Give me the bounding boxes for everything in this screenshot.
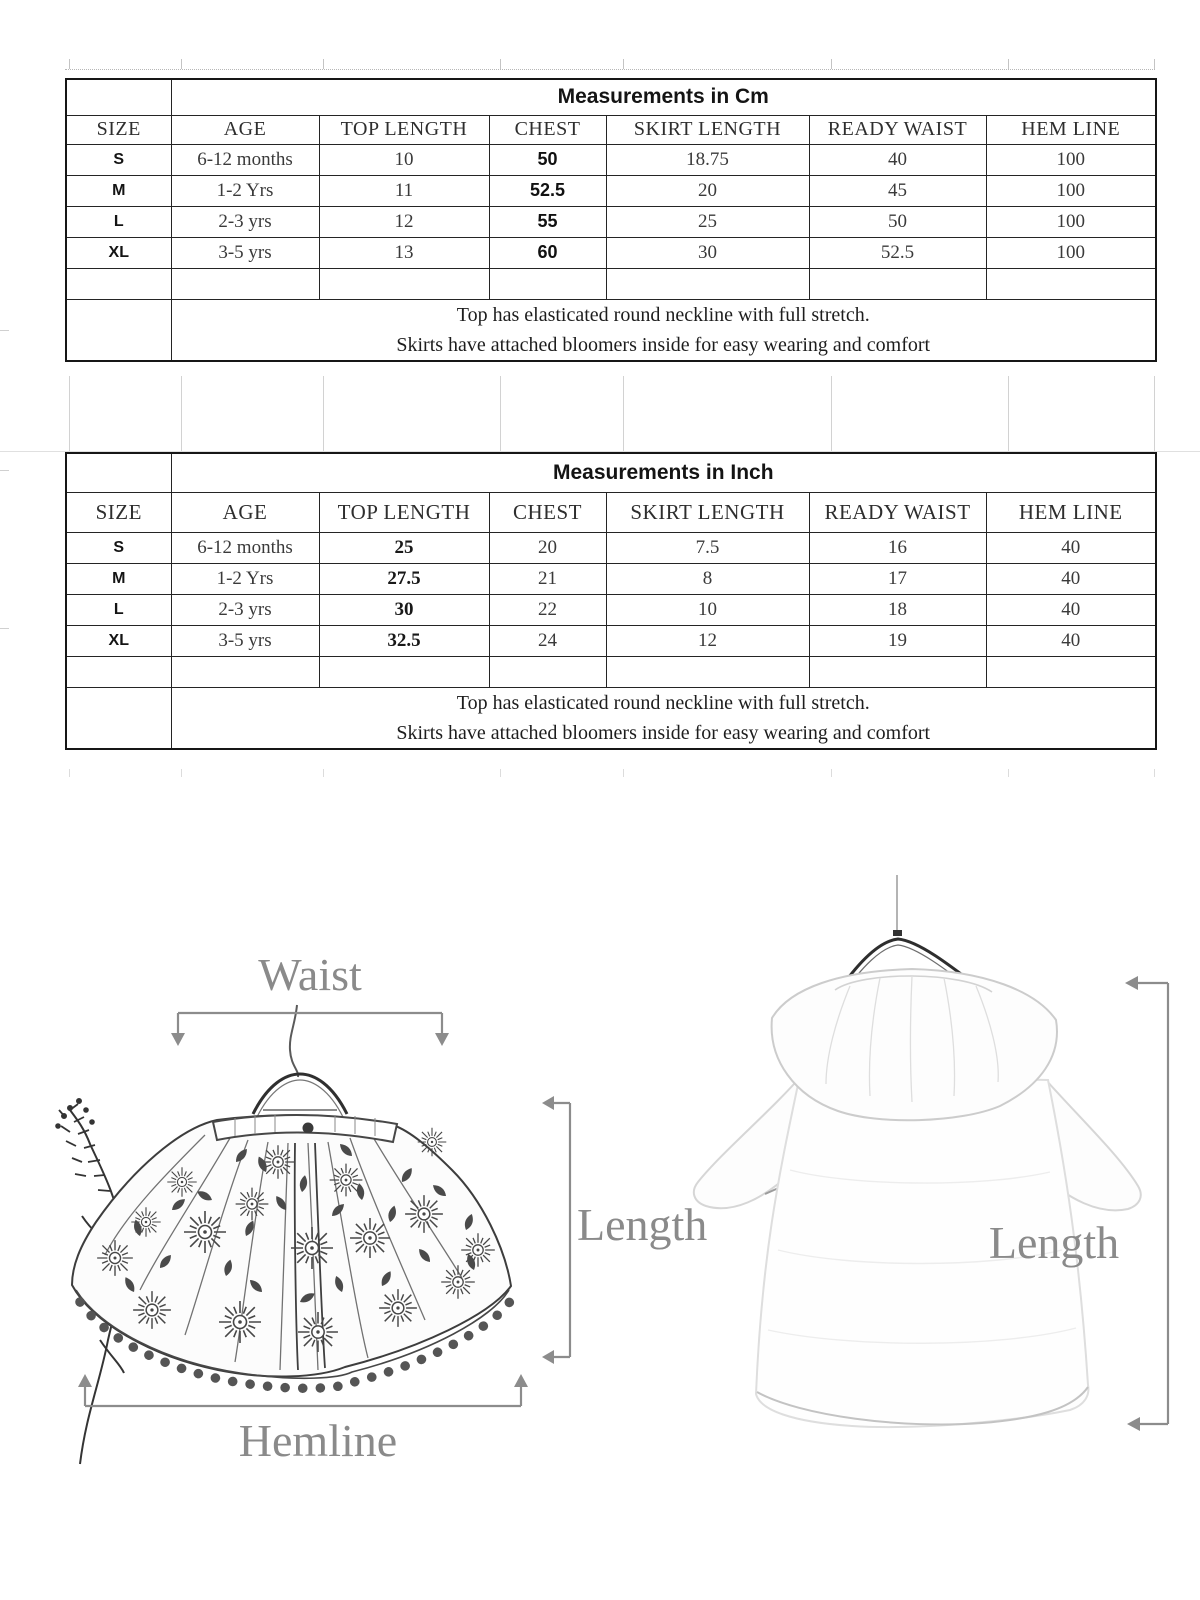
measurements-table-inch <box>65 452 1157 750</box>
gridline-artifact <box>623 59 624 69</box>
column-header: READY WAIST <box>809 115 986 144</box>
gridline-artifact <box>1008 376 1009 451</box>
value-cell: 8 <box>606 563 809 594</box>
note-cell <box>171 687 1156 749</box>
value-cell: 24 <box>489 625 606 656</box>
gridline-artifact <box>0 628 9 629</box>
arrow-up-icon <box>78 1374 92 1387</box>
gridline-artifact <box>65 69 1155 70</box>
column-header: SIZE <box>66 115 171 144</box>
value-cell: 13 <box>319 237 489 268</box>
note-corner-cell <box>66 687 171 749</box>
value-cell: 21 <box>489 563 606 594</box>
gridline-artifact <box>1154 769 1155 777</box>
arrow-left-icon <box>542 1350 554 1364</box>
value-cell: 10 <box>319 144 489 175</box>
measurements-table-cm <box>65 78 1157 362</box>
arrow-down-icon <box>171 1033 185 1046</box>
empty-cell <box>489 656 606 687</box>
top-sketch <box>694 875 1141 1427</box>
size-cell: L <box>66 594 171 625</box>
value-cell: 50 <box>809 206 986 237</box>
gridline-artifact <box>0 330 9 331</box>
corner-cell <box>66 453 171 492</box>
value-cell: 18 <box>809 594 986 625</box>
gridline-artifact <box>69 59 70 69</box>
gridline-artifact <box>181 59 182 69</box>
empty-cell <box>489 268 606 299</box>
value-cell: 100 <box>986 144 1156 175</box>
value-cell: 40 <box>986 563 1156 594</box>
skirt-length-label: Length <box>577 1199 708 1250</box>
column-header: TOP LENGTH <box>319 115 489 144</box>
empty-cell <box>319 656 489 687</box>
value-cell: 12 <box>606 625 809 656</box>
value-cell: 30 <box>606 237 809 268</box>
empty-cell <box>66 656 171 687</box>
empty-cell <box>606 656 809 687</box>
column-header: HEM LINE <box>986 115 1156 144</box>
table-title: Measurements in Cm <box>171 79 1156 115</box>
gridline-artifact <box>500 376 501 451</box>
size-cell: M <box>66 563 171 594</box>
gridline-artifact <box>831 376 832 451</box>
note-line: Skirts have attached bloomers inside for easy wearing and comfort <box>396 721 931 744</box>
gridline-artifact <box>1008 59 1009 69</box>
value-cell: 25 <box>319 532 489 563</box>
column-header: AGE <box>171 115 319 144</box>
column-header: SKIRT LENGTH <box>606 492 809 532</box>
empty-cell <box>171 656 319 687</box>
size-cell: L <box>66 206 171 237</box>
note-line: Top has elasticated round neckline with full stretch. <box>456 303 870 326</box>
value-cell: 20 <box>606 175 809 206</box>
value-cell: 52.5 <box>489 175 606 206</box>
column-header: READY WAIST <box>809 492 986 532</box>
value-cell: 18.75 <box>606 144 809 175</box>
gridline-artifact <box>500 769 501 777</box>
gridline-artifact <box>1154 376 1155 451</box>
column-header: SIZE <box>66 492 171 532</box>
empty-cell <box>606 268 809 299</box>
value-cell: 6-12 months <box>171 144 319 175</box>
value-cell: 3-5 yrs <box>171 237 319 268</box>
empty-cell <box>171 268 319 299</box>
gridline-artifact <box>181 769 182 777</box>
note-corner-cell <box>66 299 171 361</box>
value-cell: 3-5 yrs <box>171 625 319 656</box>
empty-cell <box>986 656 1156 687</box>
value-cell: 6-12 months <box>171 532 319 563</box>
empty-cell <box>809 656 986 687</box>
value-cell: 22 <box>489 594 606 625</box>
value-cell: 40 <box>986 532 1156 563</box>
column-header: CHEST <box>489 492 606 532</box>
note-line: Skirts have attached bloomers inside for easy wearing and comfort <box>396 333 931 356</box>
gridline-artifact <box>69 769 70 777</box>
column-header: HEM LINE <box>986 492 1156 532</box>
gridline-artifact <box>69 376 70 451</box>
value-cell: 40 <box>986 594 1156 625</box>
waist-annotation <box>171 949 449 1046</box>
top-length-label: Length <box>988 1217 1120 1268</box>
arrow-down-icon <box>435 1033 449 1046</box>
skirt-sketch <box>72 1005 511 1388</box>
table-title: Measurements in Inch <box>171 453 1156 492</box>
corner-cell <box>66 79 171 115</box>
gridline-artifact <box>181 376 182 451</box>
size-cell: S <box>66 532 171 563</box>
gridline-artifact <box>500 59 501 69</box>
size-cell: XL <box>66 625 171 656</box>
gridline-artifact <box>831 769 832 777</box>
value-cell: 16 <box>809 532 986 563</box>
value-cell: 1-2 Yrs <box>171 175 319 206</box>
value-cell: 17 <box>809 563 986 594</box>
note-line: Top has elasticated round neckline with full stretch. <box>456 691 870 714</box>
skirt-length-annotation <box>542 1096 707 1364</box>
gridline-artifact <box>323 376 324 451</box>
value-cell: 10 <box>606 594 809 625</box>
value-cell: 45 <box>809 175 986 206</box>
gridline-artifact <box>623 769 624 777</box>
empty-cell <box>66 268 171 299</box>
waist-label: Waist <box>258 949 362 1000</box>
garment-measurement-diagram <box>0 870 1200 1600</box>
value-cell: 7.5 <box>606 532 809 563</box>
value-cell: 52.5 <box>809 237 986 268</box>
size-cell: XL <box>66 237 171 268</box>
column-header: CHEST <box>489 115 606 144</box>
value-cell: 11 <box>319 175 489 206</box>
gridline-artifact <box>323 769 324 777</box>
value-cell: 2-3 yrs <box>171 594 319 625</box>
gridline-artifact <box>323 59 324 69</box>
arrow-left-icon <box>1125 976 1138 990</box>
value-cell: 27.5 <box>319 563 489 594</box>
value-cell: 2-3 yrs <box>171 206 319 237</box>
value-cell: 25 <box>606 206 809 237</box>
value-cell: 20 <box>489 532 606 563</box>
arrow-up-icon <box>514 1374 528 1387</box>
waistband-button <box>303 1123 314 1134</box>
gridline-artifact <box>0 470 9 471</box>
value-cell: 100 <box>986 237 1156 268</box>
gridline-artifact <box>1154 59 1155 69</box>
gridline-artifact <box>831 59 832 69</box>
value-cell: 40 <box>986 625 1156 656</box>
gridline-artifact <box>623 376 624 451</box>
gridline-artifact <box>1008 769 1009 777</box>
value-cell: 50 <box>489 144 606 175</box>
column-header: SKIRT LENGTH <box>606 115 809 144</box>
value-cell: 55 <box>489 206 606 237</box>
skirt-hanger-icon <box>253 1005 347 1117</box>
arrow-left-icon <box>542 1096 554 1110</box>
value-cell: 60 <box>489 237 606 268</box>
value-cell: 30 <box>319 594 489 625</box>
value-cell: 32.5 <box>319 625 489 656</box>
empty-cell <box>986 268 1156 299</box>
value-cell: 40 <box>809 144 986 175</box>
value-cell: 100 <box>986 206 1156 237</box>
column-header: TOP LENGTH <box>319 492 489 532</box>
value-cell: 100 <box>986 175 1156 206</box>
value-cell: 1-2 Yrs <box>171 563 319 594</box>
value-cell: 12 <box>319 206 489 237</box>
size-cell: M <box>66 175 171 206</box>
empty-cell <box>809 268 986 299</box>
column-header: AGE <box>171 492 319 532</box>
size-cell: S <box>66 144 171 175</box>
hemline-label: Hemline <box>238 1415 398 1466</box>
value-cell: 19 <box>809 625 986 656</box>
empty-cell <box>319 268 489 299</box>
arrow-left-icon <box>1127 1417 1140 1431</box>
note-cell <box>171 299 1156 361</box>
